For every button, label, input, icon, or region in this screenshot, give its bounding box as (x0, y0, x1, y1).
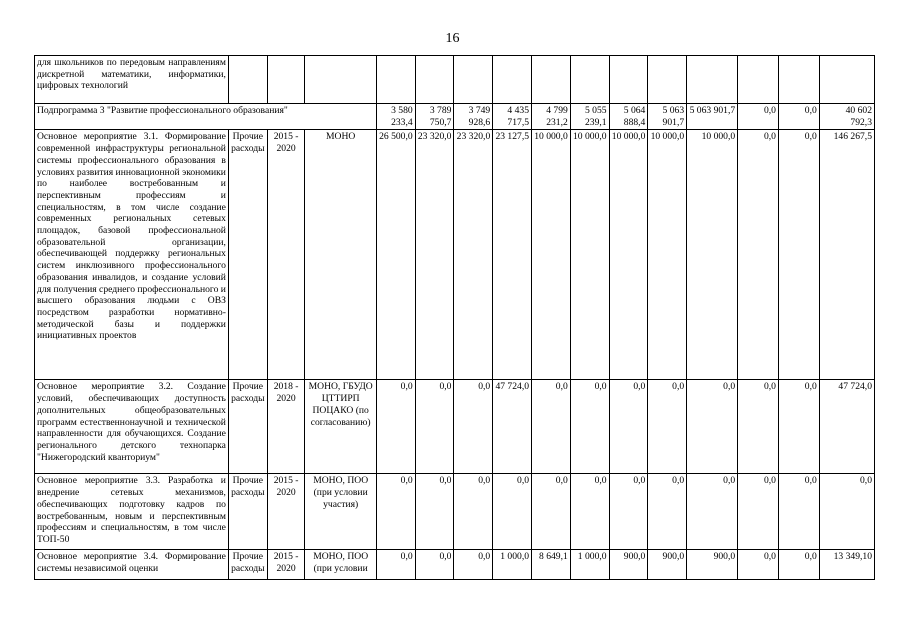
cell-expense-type: Прочие расходы (228, 474, 267, 550)
cell-y2022: 900,0 (648, 550, 687, 580)
cell-y2016: 0,0 (415, 380, 454, 474)
cell-y2024: 0,0 (738, 380, 779, 474)
cell-y2023: 5 063 901,7 (687, 104, 738, 130)
cell-y2017: 0,0 (454, 380, 493, 474)
cell-y2024: 0,0 (738, 474, 779, 550)
cell-y2023: 900,0 (687, 550, 738, 580)
cell-y2020: 0,0 (570, 380, 609, 474)
cell-y2022: 10 000,0 (648, 130, 687, 380)
cell-y2025: 0,0 (778, 130, 819, 380)
cell-expense-type (228, 56, 267, 104)
page-number: 16 (445, 31, 460, 46)
cell-expense-type: Прочие расходы (228, 130, 267, 380)
cell-y2019: 0,0 (532, 380, 571, 474)
cell-description: Основное мероприятие 3.2. Создание условий, обеспечивающих доступность дополнительных общеобразовательных программ естественнонаучной и технической направленности для обучающихся. Создание регионального детского технопарка "Нижегородский кванториум" (35, 380, 229, 474)
table-row (35, 380, 875, 474)
cell-expense-type: Прочие расходы (228, 380, 267, 474)
cell-description: Основное мероприятие 3.3. Разработка и внедрение сетевых механизмов, обеспечивающих подготовку кадров по востребованным, новым и перспективным профессиям и специальностям, в том числе ТОП-50 (35, 474, 229, 550)
cell-y2023: 0,0 (687, 474, 738, 550)
cell-total: 47 724,0 (819, 380, 874, 474)
cell-y2018: 4 435 717,5 (493, 104, 532, 130)
cell-y2024: 0,0 (738, 130, 779, 380)
cell-period: 2015 - 2020 (267, 550, 305, 580)
cell-y2018: 1 000,0 (493, 550, 532, 580)
cell-y2021 (609, 56, 648, 104)
cell-y2020: 0,0 (570, 474, 609, 550)
cell-y2023: 10 000,0 (687, 130, 738, 380)
cell-total (819, 56, 874, 104)
cell-y2019 (532, 56, 571, 104)
cell-y2015 (376, 56, 415, 104)
table-row (35, 130, 875, 380)
cell-period (267, 56, 305, 104)
cell-y2016: 0,0 (415, 550, 454, 580)
cell-executor: МОНО, ГБУДО ЦТТИРП ПОЦАКО (по согласованию) (305, 380, 376, 474)
table-row (35, 474, 875, 550)
cell-executor: МОНО, ПОО (при условии участия) (305, 474, 376, 550)
cell-y2018: 0,0 (493, 474, 532, 550)
cell-total: 0,0 (819, 474, 874, 550)
cell-y2021: 5 064 888,4 (609, 104, 648, 130)
cell-y2016 (415, 56, 454, 104)
cell-period: 2015 - 2020 (267, 130, 305, 380)
cell-y2022 (648, 56, 687, 104)
cell-y2019: 4 799 231,2 (532, 104, 571, 130)
cell-y2022: 5 063 901,7 (648, 104, 687, 130)
table-row (35, 550, 875, 580)
cell-y2015: 0,0 (376, 380, 415, 474)
cell-expense-type: Прочие расходы (228, 550, 267, 580)
table-row (35, 56, 875, 104)
cell-y2023 (687, 56, 738, 104)
cell-y2015: 0,0 (376, 550, 415, 580)
subprogram-title: Подпрограмма 3 "Развитие профессионального образования" (35, 104, 377, 130)
cell-y2015: 3 580 233,4 (376, 104, 415, 130)
cell-y2025: 0,0 (778, 474, 819, 550)
cell-y2022: 0,0 (648, 474, 687, 550)
cell-y2024 (738, 56, 779, 104)
cell-y2025: 0,0 (778, 380, 819, 474)
cell-description: для школьников по передовым направлениям дискретной математики, информатики, цифровых технологий (35, 56, 229, 104)
cell-y2022: 0,0 (648, 380, 687, 474)
cell-y2019: 10 000,0 (532, 130, 571, 380)
cell-executor: МОНО, ПОО (при условии (305, 550, 376, 580)
cell-y2019: 0,0 (532, 474, 571, 550)
cell-y2017: 0,0 (454, 550, 493, 580)
cell-y2018: 23 127,5 (493, 130, 532, 380)
cell-y2016: 23 320,0 (415, 130, 454, 380)
cell-y2017: 3 749 928,6 (454, 104, 493, 130)
cell-y2018 (493, 56, 532, 104)
budget-table (34, 55, 875, 580)
cell-y2015: 0,0 (376, 474, 415, 550)
cell-y2021: 0,0 (609, 474, 648, 550)
cell-y2016: 0,0 (415, 474, 454, 550)
cell-total: 146 267,5 (819, 130, 874, 380)
cell-y2025: 0,0 (778, 550, 819, 580)
cell-y2021: 900,0 (609, 550, 648, 580)
cell-y2024: 0,0 (738, 104, 779, 130)
cell-y2025 (778, 56, 819, 104)
cell-y2017 (454, 56, 493, 104)
cell-total: 13 349,10 (819, 550, 874, 580)
cell-executor: МОНО (305, 130, 376, 380)
table-row (35, 104, 875, 130)
cell-y2017: 23 320,0 (454, 130, 493, 380)
cell-y2019: 8 649,1 (532, 550, 571, 580)
cell-description: Основное мероприятие 3.4. Формирование системы независимой оценки (35, 550, 229, 580)
cell-y2020: 10 000,0 (570, 130, 609, 380)
cell-executor (305, 56, 376, 104)
cell-y2023: 0,0 (687, 380, 738, 474)
cell-description: Основное мероприятие 3.1. Формирование современной инфраструктуры региональной системы профессионального образования в условиях развития инновационной экономики по наиболее востребованным и перспективным профессиям и специальностям, в том числе создание современных региональных сетевых площадок, базовой профессиональной образовательной организации, обеспечивающей поддержку региональных систем инклюзивного профессионального образования инвалидов, и создание условий для получения среднего профессионального и высшего образования людьми с ОВЗ посредством разработки нормативно-методической базы и поддержки инициативных проектов (35, 130, 229, 380)
cell-period: 2018 - 2020 (267, 380, 305, 474)
cell-y2020: 1 000,0 (570, 550, 609, 580)
cell-period: 2015 - 2020 (267, 474, 305, 550)
cell-y2015: 26 500,0 (376, 130, 415, 380)
cell-y2018: 47 724,0 (493, 380, 532, 474)
cell-y2021: 0,0 (609, 380, 648, 474)
cell-y2021: 10 000,0 (609, 130, 648, 380)
cell-y2020: 5 055 239,1 (570, 104, 609, 130)
cell-y2020 (570, 56, 609, 104)
cell-y2016: 3 789 750,7 (415, 104, 454, 130)
cell-total: 40 602 792,3 (819, 104, 874, 130)
cell-y2024: 0,0 (738, 550, 779, 580)
cell-y2017: 0,0 (454, 474, 493, 550)
cell-y2025: 0,0 (778, 104, 819, 130)
